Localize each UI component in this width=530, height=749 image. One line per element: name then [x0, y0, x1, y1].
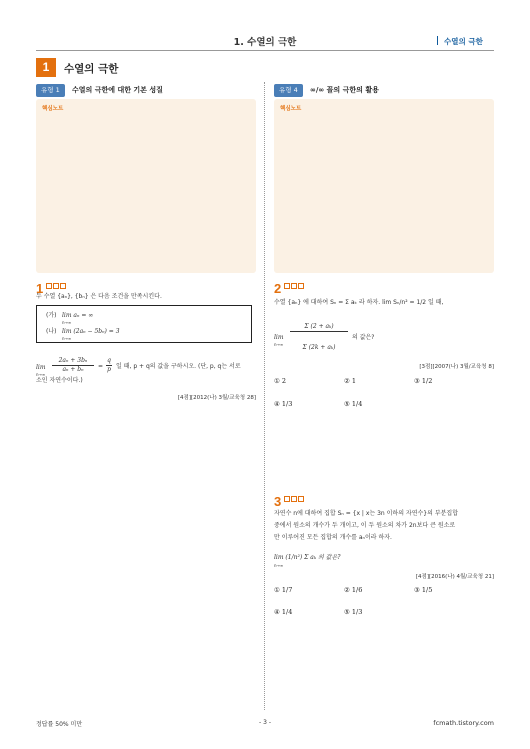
choice-4[interactable]: ④ 1/4 — [274, 608, 293, 616]
choice-5[interactable]: ⑤ 1/4 — [344, 400, 363, 408]
condition-label: (나) — [46, 328, 57, 335]
problem-source: [4점][2012(나) 3월/교육청 28] — [177, 395, 256, 401]
check-boxes[interactable] — [46, 283, 66, 289]
choice-5[interactable]: ⑤ 1/3 — [344, 608, 363, 616]
problem-text: 의 값은? — [352, 334, 375, 341]
choice-2[interactable]: ② 1/6 — [344, 586, 363, 594]
type-badge: 유형 4 — [274, 84, 303, 97]
unit-title: 수열의 극한 — [64, 63, 119, 75]
fraction-denominator: p — [107, 366, 111, 373]
fraction-numerator: q — [107, 357, 111, 364]
footer-accuracy-note: 정답률 50% 미만 — [36, 721, 83, 728]
limit-word: lim — [36, 364, 46, 371]
choice-4[interactable]: ④ 1/3 — [274, 400, 293, 408]
problem-number: 3 — [274, 494, 282, 509]
problem-text: 만 이루어진 모든 집합의 개수를 aₙ이라 하자. — [274, 534, 392, 541]
type-header-4 — [274, 84, 494, 97]
type-badge: 유형 1 — [36, 84, 65, 97]
choice-3[interactable]: ③ 1/5 — [414, 586, 433, 594]
problem-text: 중에서 원소의 개수가 두 개이고, 이 두 원소의 차가 2n보다 큰 원소로 — [274, 522, 456, 529]
check-boxes[interactable] — [284, 283, 304, 289]
page-number: - 3 - — [259, 719, 271, 726]
problem-text: 수열 {aₙ} 에 대하여 Sₙ = Σ aₖ 라 하자. lim Sₙ/n² = 1/2 일 때, — [274, 299, 444, 306]
limit-subscript: n→∞ — [274, 563, 284, 568]
check-boxes[interactable] — [284, 496, 304, 502]
choice-3[interactable]: ③ 1/2 — [414, 377, 433, 385]
note-box-1 — [36, 99, 256, 273]
note-label: 핵심노트 — [42, 106, 64, 112]
condition-expr: lim (2aₙ − 5bₙ) = 3 — [62, 328, 120, 335]
problem-text: 자연수 n에 대하여 집합 Sₙ = {x | x는 3n 이하의 자연수}의 부분집합 — [274, 510, 459, 517]
problem-text: 두 수열 {aₙ}, {bₙ} 은 다음 조건을 만족시킨다. — [36, 293, 162, 300]
limit-subscript: n→∞ — [62, 336, 72, 341]
problem-number: 1 — [36, 281, 44, 296]
header-section-label: 수열의 극한 — [444, 37, 483, 46]
limit-expression: lim (1/n²) Σ aₖ 의 값은? — [274, 554, 341, 561]
unit-number: 1 — [36, 58, 56, 77]
fraction-numerator: Σ (2 + aₖ) — [290, 322, 348, 332]
note-box-4 — [274, 99, 494, 273]
column-divider — [264, 82, 265, 710]
type-title: 수열의 극한에 대한 기본 성질 — [72, 86, 163, 94]
problem-text: 소인 자연수이다.) — [36, 377, 83, 384]
page-header-title: 1. 수열의 극한 — [233, 37, 297, 48]
condition-expr: lim aₙ = ∞ — [62, 312, 94, 319]
limit-subscript: n→∞ — [274, 342, 284, 347]
fraction-numerator: 2aₙ + 3bₙ — [52, 357, 94, 366]
footer-website[interactable]: fcmath.tistory.com — [433, 719, 494, 727]
problem-number: 2 — [274, 281, 282, 296]
choice-1[interactable]: ① 2 — [274, 377, 287, 385]
type-header-1 — [36, 84, 256, 97]
limit-word: lim — [274, 334, 284, 341]
type-title: ∞/∞ 꼴의 극한의 활용 — [310, 86, 379, 94]
choice-2[interactable]: ② 1 — [344, 377, 357, 385]
note-label: 핵심노트 — [280, 106, 302, 112]
problem-source: [3점][2007(나) 3월/교육청 8] — [419, 364, 494, 370]
problem-text: 일 때, p + q의 값을 구하시오. (단, p, q는 서로 — [116, 363, 241, 370]
limit-subscript: n→∞ — [62, 320, 72, 325]
condition-label: (가) — [46, 312, 57, 319]
limit-subscript: n→∞ — [36, 372, 46, 377]
header-rule — [36, 50, 494, 51]
choice-1[interactable]: ① 1/7 — [274, 586, 293, 594]
problem-source: [4점][2016(나) 4월/교육청 21] — [415, 574, 494, 580]
equals-sign: = — [98, 363, 104, 370]
fraction-denominator: aₙ + bₙ — [62, 366, 84, 373]
fraction-denominator: Σ (2k + aₖ) — [302, 344, 336, 351]
